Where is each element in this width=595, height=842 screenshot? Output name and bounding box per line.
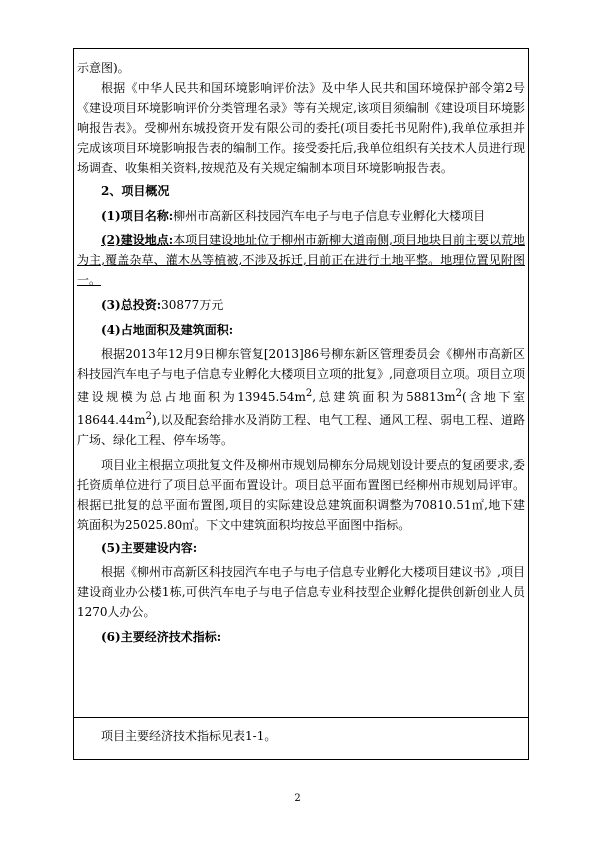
item4-para1-text-d: ),以及配套给排水及消防工程、电气工程、通风工程、弱电工程、道路广场、绿化工程、停车场等。	[77, 413, 525, 447]
superscript: 2	[455, 388, 463, 399]
item4-para1-text-c: (含地下室18644.44m	[77, 390, 526, 427]
item3-value: 30877万元	[161, 298, 224, 312]
item2-label: (2)建设地点:	[101, 233, 174, 247]
page-number: 2	[294, 793, 301, 804]
superscript: 2	[145, 411, 153, 422]
item4-label: (4)占地面积及建筑面积:	[101, 323, 234, 337]
item-project-name	[77, 206, 525, 226]
law-paragraph: 根据《中华人民共和国环境影响评价法》及中华人民共和国环境保护部令第2号《建设项目环境影响评价分类管理名录》等有关规定,该项目须编制《建设项目环境影响报告表》。受柳州东城投资开发有限公司的委托(项目委托书见附件),我单位承担并完成该项目环境影响报告表的编制工作。接受委托后,我单位组织有关技术人员进行现场调查、收集相关资料,按规范及有关规定编制本项目环境影响报告表。	[77, 81, 525, 175]
item4-para1-text-b: ,总建筑面积为58813m	[312, 390, 456, 404]
item5-value: 根据《柳州市高新区科技园汽车电子与电子信息专业孵化大楼项目建议书》,项目建设商业办公楼1栋,可供汽车电子与电子信息专业科技型企业孵化提供创新创业人员1270人办公。	[77, 565, 525, 619]
section-heading: 2、项目概况	[101, 184, 170, 198]
item-location	[77, 230, 525, 290]
document-body	[77, 58, 525, 647]
item1-value: 柳州市高新区科技园汽车电子与电子信息专业孵化大楼项目	[173, 209, 486, 223]
item1-label: (1)项目名称:	[101, 209, 174, 223]
intro-tail: 示意图)。	[77, 61, 130, 75]
item-investment	[77, 295, 525, 315]
frame-divider	[74, 717, 528, 718]
item6-value: 项目主要经济技术指标见表1-1。	[101, 729, 277, 743]
superscript: 2	[305, 388, 313, 399]
item3-label: (3)总投资:	[101, 298, 162, 312]
item6-label: (6)主要经济技术指标:	[101, 630, 222, 644]
item2-value: 本项目建设地址位于柳州市新柳大道南侧,项目地块目前主要以荒地为主,覆盖杂草、灌木丛等植被,不涉及拆迁,目前正在进行土地平整。地理位置见附图一。	[77, 233, 525, 287]
item4-para1-text-a: 根据2013年12月9日柳东管复[2013]86号柳东新区管理委员会《柳州市高新区科技园汽车电子与电子信息专业孵化大楼项目立项的批复》,同意项目立项。项目立项建设规模为总占地面积为13945.54m	[77, 347, 525, 404]
item4-paragraph-1	[77, 344, 525, 450]
item5-label: (5)主要建设内容:	[101, 541, 198, 555]
item4-paragraph-2: 项目业主根据立项批复文件及柳州市规划局柳东分局规划设计要点的复函要求,委托资质单位进行了项目总平面布置设计。项目总平面布置图已经柳州市规划局评审。根据已批复的总平面布置图,项目的实际建设总建筑面积调整为70810.51㎡,地下建筑面积为25025.80㎡。下文中建筑面积均按总平面图中指标。	[77, 458, 525, 532]
